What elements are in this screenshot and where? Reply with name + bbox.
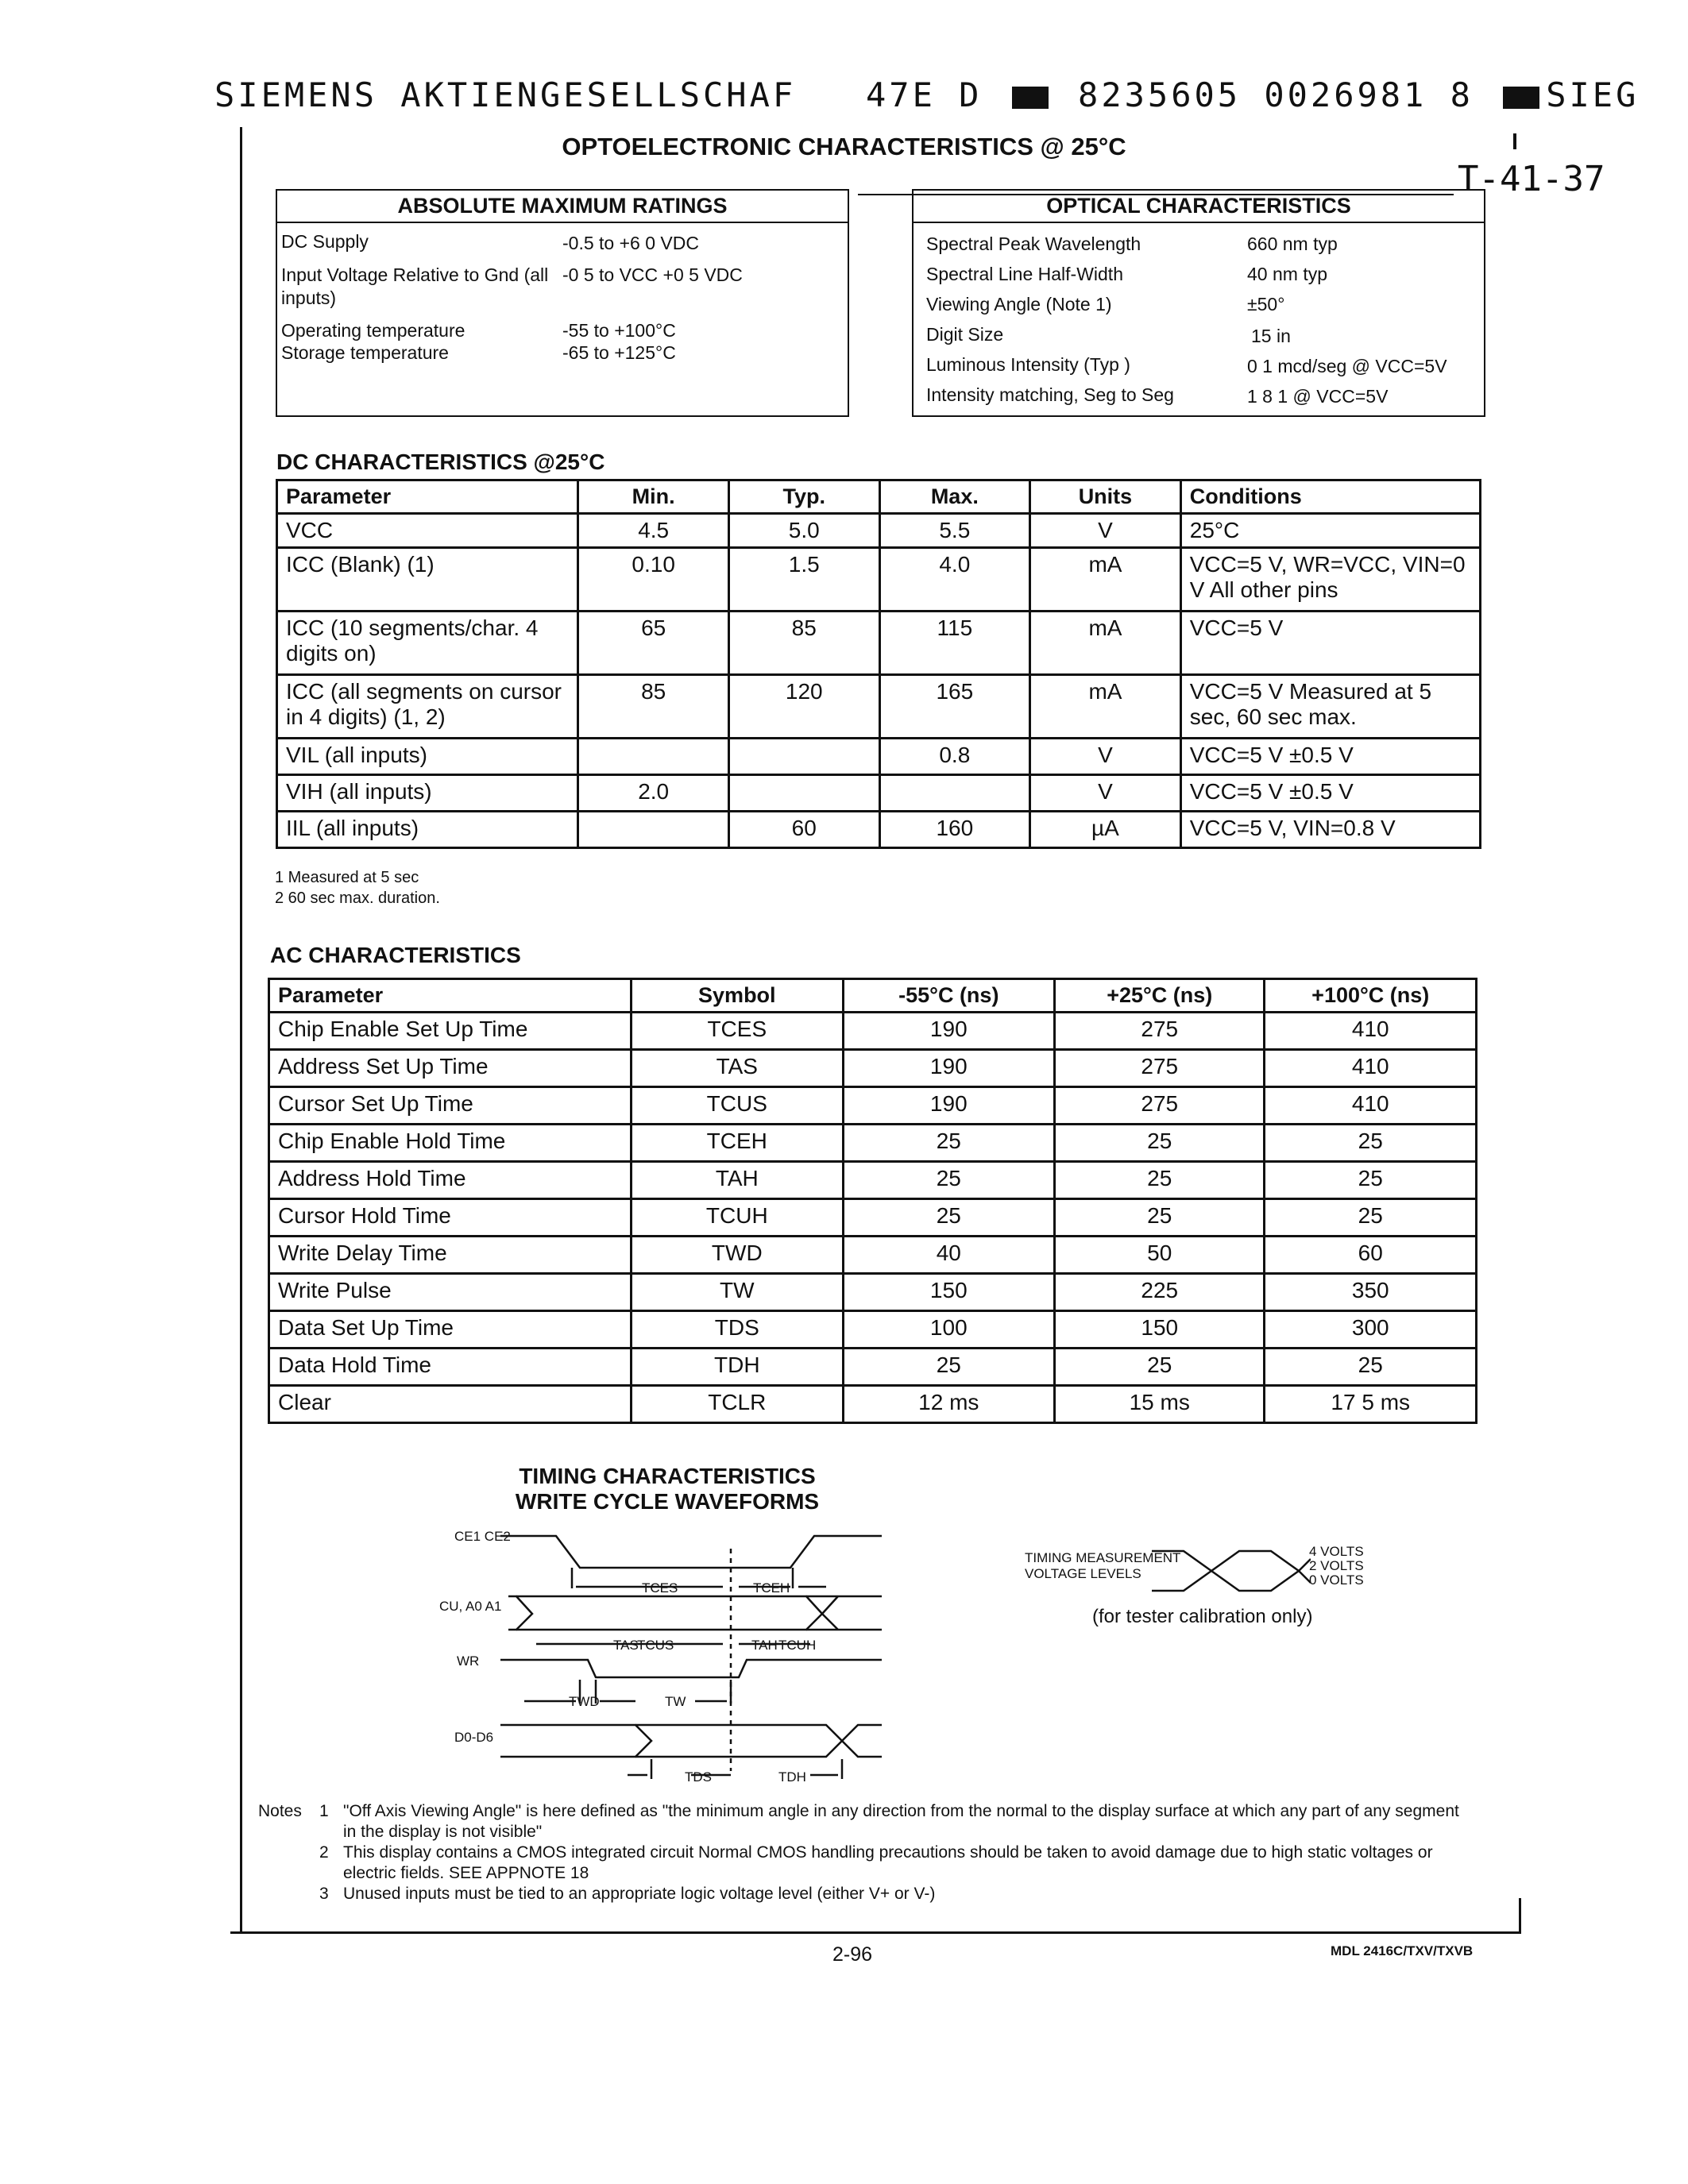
volts-0: 0 VOLTS — [1309, 1572, 1364, 1588]
ac-cell: 25 — [1055, 1199, 1265, 1237]
note-text-2: This display contains a CMOS integrated circuit Normal CMOS handling precautions should be taken to avoid damage due to high static voltages or electric fields. SEE APPNOTE 18 — [343, 1843, 1433, 1882]
dc-cell: 25°C — [1180, 514, 1480, 548]
optical-value-4: 0 1 mcd/seg @ VCC=5V — [1247, 356, 1447, 376]
dc-cell — [578, 812, 729, 848]
ac-cell: 25 — [843, 1125, 1054, 1162]
wr-waveform — [500, 1660, 882, 1677]
dc-cell: mA — [1030, 612, 1181, 675]
ac-header-row — [269, 979, 1477, 1013]
note-num-1: 1 — [319, 1802, 329, 1820]
ac-cell: 15 ms — [1055, 1386, 1265, 1423]
volts-2: 2 VOLTS — [1309, 1558, 1364, 1573]
ac-cell: 40 — [843, 1237, 1054, 1274]
dc-cell — [578, 739, 729, 775]
measurement-left — [1152, 1551, 1211, 1591]
ac-cell: 100 — [843, 1311, 1054, 1349]
header-block-mark-2 — [1503, 87, 1539, 109]
dc-cell: 5.5 — [879, 514, 1030, 548]
ac-cell: TCES — [632, 1013, 844, 1050]
timing-title-line2: WRITE CYCLE WAVEFORMS — [515, 1489, 820, 1514]
measure-label-2: VOLTAGE LEVELS — [1025, 1566, 1141, 1581]
header-code3: SIEG — [1546, 75, 1640, 114]
ac-cell: 17 5 ms — [1265, 1386, 1477, 1423]
ac-cell: 25 — [843, 1349, 1054, 1386]
dc-cell: mA — [1030, 548, 1181, 612]
table-row — [277, 612, 1481, 675]
abs-max-value-1: -0 5 to VCC +0 5 VDC — [562, 264, 743, 285]
signal-wr: WR — [457, 1653, 480, 1669]
label-tah: TAH — [751, 1638, 778, 1653]
table-row — [269, 1386, 1477, 1423]
dc-cell: 0.10 — [578, 548, 729, 612]
label-tcuh: TCUH — [778, 1638, 817, 1653]
ac-cell: TCEH — [632, 1125, 844, 1162]
ac-cell: 25 — [1265, 1199, 1477, 1237]
dc-cell: IIL (all inputs) — [277, 812, 578, 848]
dc-cell — [879, 775, 1030, 812]
dc-cell: 160 — [879, 812, 1030, 848]
dc-cell: V — [1030, 775, 1181, 812]
dc-cell: 0.8 — [879, 739, 1030, 775]
dc-header-typ: Typ. — [728, 480, 879, 514]
table-row — [277, 775, 1481, 812]
dc-header-conditions: Conditions — [1180, 480, 1480, 514]
dc-cell — [728, 775, 879, 812]
optical-label-1: Spectral Line Half-Width — [926, 264, 1123, 284]
abs-max-value-0: -0.5 to +6 0 VDC — [562, 233, 699, 253]
abs-max-title: ABSOLUTE MAXIMUM RATINGS — [277, 191, 848, 223]
data-waveform — [635, 1725, 842, 1757]
dc-cell: ICC (all segments on cursor in 4 digits) (1, 2) — [277, 675, 578, 739]
timing-title — [445, 1464, 890, 1515]
label-tdh: TDH — [778, 1769, 806, 1785]
dc-cell: VIL (all inputs) — [277, 739, 578, 775]
table-row — [269, 1311, 1477, 1349]
dc-cell: V — [1030, 514, 1181, 548]
table-row — [277, 548, 1481, 612]
dc-header-max: Max. — [879, 480, 1030, 514]
ac-cell: Chip Enable Hold Time — [269, 1125, 632, 1162]
ac-cell: 225 — [1055, 1274, 1265, 1311]
ce-waveform — [500, 1536, 882, 1568]
dc-header-parameter: Parameter — [277, 480, 578, 514]
ac-cell: 25 — [843, 1199, 1054, 1237]
data-waveform-left — [500, 1725, 651, 1757]
dc-cell: ICC (Blank) (1) — [277, 548, 578, 612]
dc-footnote-1: 1 Measured at 5 sec — [275, 869, 419, 886]
dc-cell: 60 — [728, 812, 879, 848]
dc-header-row — [277, 480, 1481, 514]
table-row — [277, 812, 1481, 848]
ac-cell: Clear — [269, 1386, 632, 1423]
dc-cell: 85 — [578, 675, 729, 739]
label-twd: TWD — [569, 1694, 600, 1709]
frame-bottom-rule — [230, 1931, 1521, 1934]
ac-cell: TAS — [632, 1050, 844, 1087]
ac-cell: Chip Enable Set Up Time — [269, 1013, 632, 1050]
ac-cell: 350 — [1265, 1274, 1477, 1311]
table-row — [269, 1050, 1477, 1087]
dc-cell: VCC=5 V — [1180, 612, 1480, 675]
write-cycle-waveform — [500, 1525, 914, 1787]
ac-header-parameter: Parameter — [269, 979, 632, 1013]
ac-cell: 150 — [843, 1274, 1054, 1311]
dc-cell: V — [1030, 739, 1181, 775]
ac-header-plus25: +25°C (ns) — [1055, 979, 1265, 1013]
ac-cell: Write Pulse — [269, 1274, 632, 1311]
ac-cell: 50 — [1055, 1237, 1265, 1274]
ac-cell: 275 — [1055, 1050, 1265, 1087]
signal-ce: CE1 CE2 — [454, 1529, 511, 1544]
header-block-mark — [1012, 87, 1049, 109]
addr-waveform-left — [508, 1596, 532, 1630]
doc-code: T-41-37 — [1458, 159, 1605, 199]
optical-label-5: Intensity matching, Seg to Seg — [926, 384, 1174, 405]
dc-table — [276, 479, 1481, 849]
abs-max-label-0: DC Supply — [281, 231, 369, 252]
table-row — [269, 1125, 1477, 1162]
header-code2: 8235605 0026981 8 — [1078, 75, 1474, 114]
dc-cell: 120 — [728, 675, 879, 739]
label-tas: TAS — [613, 1638, 639, 1653]
ac-cell: 25 — [1055, 1349, 1265, 1386]
optical-label-3: Digit Size — [926, 324, 1004, 345]
dc-cell: 115 — [879, 612, 1030, 675]
header-code1: 47E D — [866, 75, 983, 114]
dc-cell: ICC (10 segments/char. 4 digits on) — [277, 612, 578, 675]
ac-header-plus100: +100°C (ns) — [1265, 979, 1477, 1013]
ac-cell: 410 — [1265, 1050, 1477, 1087]
dc-cell: 4.0 — [879, 548, 1030, 612]
model-number: MDL 2416C/TXV/TXVB — [1331, 1943, 1474, 1958]
timing-title-line1: TIMING CHARACTERISTICS — [519, 1464, 816, 1488]
optical-title: OPTICAL CHARACTERISTICS — [914, 191, 1484, 223]
note-text-1: "Off Axis Viewing Angle" is here defined as "the minimum angle in any direction from the normal to the display surface at which any part of any segment in the display is not visible" — [343, 1802, 1459, 1841]
ac-cell: 150 — [1055, 1311, 1265, 1349]
ac-header-symbol: Symbol — [632, 979, 844, 1013]
page-title: OPTOELECTRONIC CHARACTERISTICS @ 25°C — [562, 133, 1126, 160]
dc-cell: 4.5 — [578, 514, 729, 548]
dc-cell: 5.0 — [728, 514, 879, 548]
table-row — [269, 1162, 1477, 1199]
optical-label-0: Spectral Peak Wavelength — [926, 233, 1141, 254]
table-row — [277, 739, 1481, 775]
label-tceh: TCEH — [753, 1580, 790, 1596]
label-tces: TCES — [642, 1580, 678, 1596]
optical-value-2: ±50° — [1247, 294, 1285, 314]
ac-cell: 190 — [843, 1087, 1054, 1125]
ac-cell: 275 — [1055, 1013, 1265, 1050]
ac-cell: 190 — [843, 1050, 1054, 1087]
dc-cell: VCC=5 V, WR=VCC, VIN=0 V All other pins — [1180, 548, 1480, 612]
abs-max-label-2: Operating temperature — [281, 320, 465, 341]
optical-value-1: 40 nm typ — [1247, 264, 1327, 284]
tester-note: (for tester calibration only) — [1092, 1606, 1313, 1627]
ac-cell: 25 — [1055, 1162, 1265, 1199]
page-number: 2-96 — [832, 1943, 873, 1966]
dc-cell: 85 — [728, 612, 879, 675]
measure-label-1: TIMING MEASUREMENT — [1025, 1550, 1181, 1565]
table-row — [269, 1237, 1477, 1274]
dc-header-units: Units — [1030, 480, 1181, 514]
ac-cell: 25 — [1265, 1349, 1477, 1386]
dc-cell: VCC — [277, 514, 578, 548]
abs-max-label-3: Storage temperature — [281, 342, 449, 363]
ac-cell: 12 ms — [843, 1386, 1054, 1423]
ac-title: AC CHARACTERISTICS — [270, 943, 521, 967]
addr-waveform-right — [806, 1596, 882, 1630]
ac-cell: 410 — [1265, 1087, 1477, 1125]
dc-footnote-2: 2 60 sec max. duration. — [275, 889, 440, 907]
note-num-3: 3 — [319, 1885, 329, 1903]
ac-cell: 275 — [1055, 1087, 1265, 1125]
ac-cell: TAH — [632, 1162, 844, 1199]
dc-cell: VCC=5 V, VIN=0.8 V — [1180, 812, 1480, 848]
signal-cu-a0-a1: CU, A0 A1 — [439, 1599, 502, 1614]
abs-max-value-2: -55 to +100°C — [562, 320, 676, 341]
ac-cell: 25 — [1265, 1162, 1477, 1199]
label-tds: TDS — [685, 1769, 712, 1785]
ac-cell: TDS — [632, 1311, 844, 1349]
frame-left-rule — [240, 127, 242, 1934]
table-row — [269, 1087, 1477, 1125]
ac-cell: TW — [632, 1274, 844, 1311]
measurement-waveform — [1152, 1547, 1311, 1595]
table-row — [269, 1013, 1477, 1050]
ac-cell: TWD — [632, 1237, 844, 1274]
ac-cell: Data Set Up Time — [269, 1311, 632, 1349]
ac-cell: 25 — [843, 1162, 1054, 1199]
label-tw: TW — [665, 1694, 686, 1709]
dc-cell: VCC=5 V ±0.5 V — [1180, 739, 1480, 775]
frame-right-rule — [1519, 1898, 1521, 1934]
dc-header-min: Min. — [578, 480, 729, 514]
volts-4: 4 VOLTS — [1309, 1544, 1364, 1559]
note-text-3: Unused inputs must be tied to an appropriate logic voltage level (either V+ or V-) — [343, 1885, 936, 1903]
ac-cell: Data Hold Time — [269, 1349, 632, 1386]
optical-value-0: 660 nm typ — [1247, 233, 1338, 254]
ac-cell: 60 — [1265, 1237, 1477, 1274]
dc-cell: VCC=5 V Measured at 5 sec, 60 sec max. — [1180, 675, 1480, 739]
table-row — [269, 1274, 1477, 1311]
data-waveform-right — [842, 1725, 882, 1757]
ac-cell: Cursor Hold Time — [269, 1199, 632, 1237]
dc-cell: mA — [1030, 675, 1181, 739]
optical-value-3: 15 in — [1251, 326, 1291, 346]
ac-header-minus55: -55°C (ns) — [843, 979, 1054, 1013]
dc-cell: 1.5 — [728, 548, 879, 612]
scan-header — [214, 75, 1639, 114]
ac-cell: Cursor Set Up Time — [269, 1087, 632, 1125]
dc-cell: VCC=5 V ±0.5 V — [1180, 775, 1480, 812]
signal-d0-d6: D0-D6 — [454, 1730, 494, 1745]
ac-cell: 300 — [1265, 1311, 1477, 1349]
addr-waveform — [516, 1596, 822, 1630]
ac-cell: TDH — [632, 1349, 844, 1386]
ac-cell: 410 — [1265, 1013, 1477, 1050]
notes-label: Notes — [258, 1802, 302, 1820]
ac-cell: TCLR — [632, 1386, 844, 1423]
ac-cell: 25 — [1055, 1125, 1265, 1162]
abs-max-label-1: Input Voltage Relative to Gnd (all inputs) — [281, 264, 549, 308]
dc-cell: 165 — [879, 675, 1030, 739]
header-company: SIEMENS AKTIENGESELLSCHAF — [214, 75, 797, 114]
dc-cell: µA — [1030, 812, 1181, 848]
ac-cell: Address Set Up Time — [269, 1050, 632, 1087]
table-row — [277, 675, 1481, 739]
dc-cell: VIH (all inputs) — [277, 775, 578, 812]
optical-label-4: Luminous Intensity (Typ ) — [926, 354, 1130, 375]
ac-cell: 190 — [843, 1013, 1054, 1050]
abs-max-value-3: -65 to +125°C — [562, 342, 676, 363]
ac-table — [268, 978, 1477, 1424]
ac-cell: Address Hold Time — [269, 1162, 632, 1199]
table-row — [269, 1349, 1477, 1386]
table-row — [277, 514, 1481, 548]
dc-cell — [728, 739, 879, 775]
label-tcus: TCUS — [637, 1638, 674, 1653]
ac-cell: 25 — [1265, 1125, 1477, 1162]
table-row — [269, 1199, 1477, 1237]
dc-title: DC CHARACTERISTICS @25°C — [276, 450, 605, 474]
ac-cell: TCUS — [632, 1087, 844, 1125]
ac-cell: Write Delay Time — [269, 1237, 632, 1274]
measurement-mid — [1211, 1551, 1299, 1591]
optical-label-2: Viewing Angle (Note 1) — [926, 294, 1112, 314]
note-num-2: 2 — [319, 1843, 329, 1862]
dc-cell: 65 — [578, 612, 729, 675]
optical-value-5: 1 8 1 @ VCC=5V — [1247, 386, 1389, 407]
dc-cell: 2.0 — [578, 775, 729, 812]
ac-cell: TCUH — [632, 1199, 844, 1237]
